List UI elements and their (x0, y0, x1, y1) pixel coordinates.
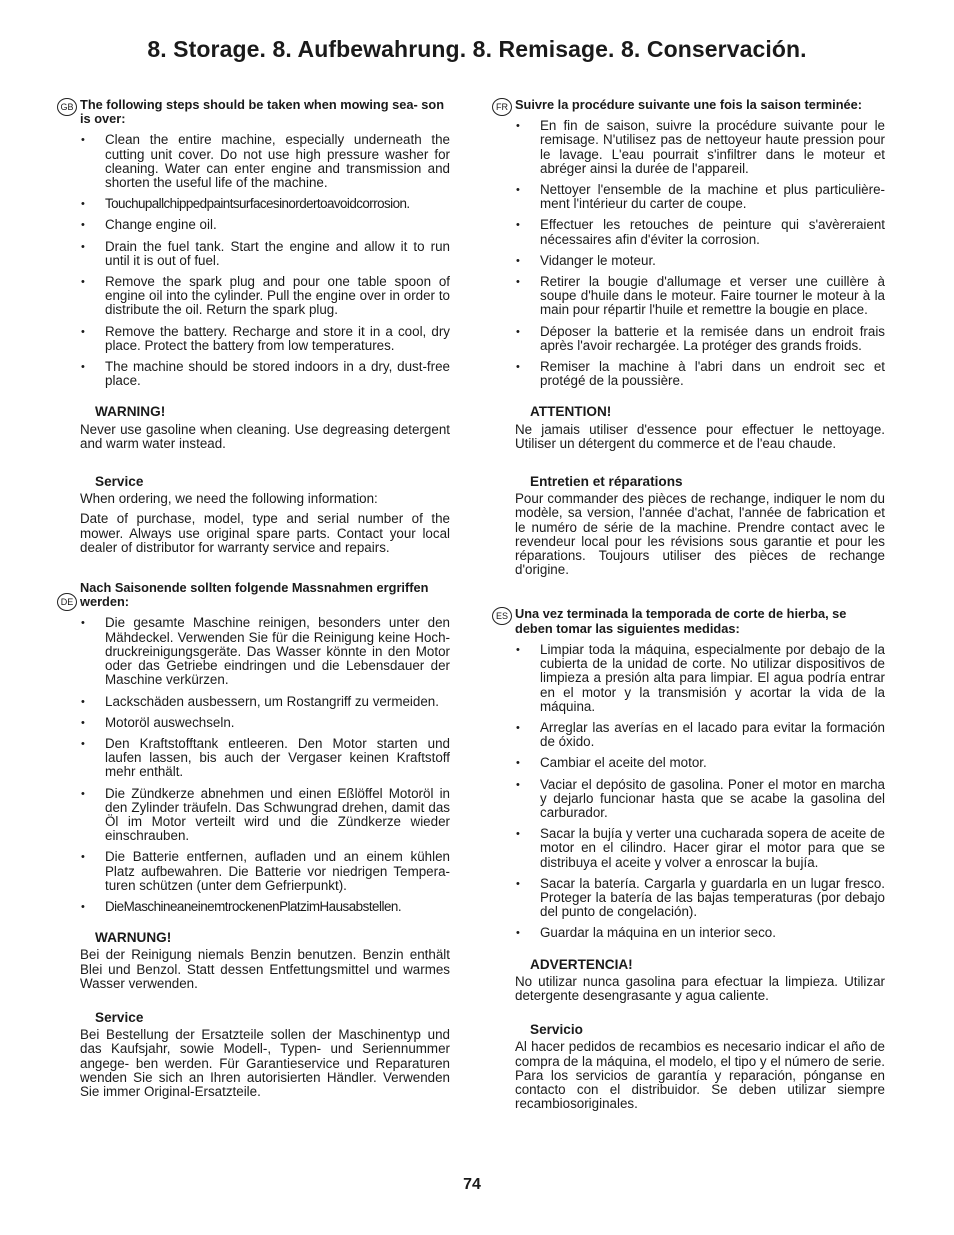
service-heading-es: Servicio (530, 1022, 583, 1038)
list-item: • Remove the spark plug and pour one table spoon of engine oil into the cylinder. Pull the engine over in order to distribute the oil. Return the spark plug. (80, 275, 450, 318)
warning-text-de: Bei der Reinigung niemals Benzin benutzen. Benzin enthält Blei und Benzol. Statt dessen Entfettungsmittel und warmes Wasser verwenden. (80, 947, 450, 991)
list-item: • Clean the entire machine, especially underneath the cutting unit cover. Do not use high pressure washer for cleaning. Water can enter engine and transmission and shorten the useful life of the machine. (80, 133, 450, 190)
warning-heading-gb: WARNING! (95, 404, 166, 420)
list-item: • Limpiar toda la máquina, especialmente por debajo de la cubierta de la unidad de corte. No utilizar dispositivos de limpieza a presión alta para limpiar. El agua podría entrar en el motor y la transmisión y acortar la vida de la máquina. (515, 643, 885, 714)
intro-de: Nach Saisonende sollten folgende Massnahmen ergriffen werden: (80, 580, 429, 610)
list-item: • Die Zündkerze abnehmen und einen Eßlöffel Motoröl in den Zylinder träufeln. Das Schwungrad drehen, damit das Öl im Motor verteilt wird und die Zündkerze wieder einschrauben. (80, 787, 450, 844)
section-fr (496, 97, 885, 578)
warning-heading-fr: ATTENTION! (530, 404, 612, 420)
service-heading-gb: Service (95, 474, 144, 490)
intro-gb: The following steps should be taken when mowing sea- son is over: (80, 97, 445, 127)
warning-text-es: No utilizar nunca gasolina para efectuar la limpieza. Utilizar detergente desengrasante y agua caliente. (515, 973, 885, 1003)
section-de (60, 580, 450, 1099)
language-badge-gb: GB (57, 98, 77, 116)
steps-list-gb (80, 133, 450, 388)
list-item: • Sacar la batería. Cargarla y guardarla en un lugar fresco. Proteger la batería de las bajas temperaturas (por debajo del punto de congelación). (515, 877, 885, 920)
list-item: • Déposer la batterie et la remisée dans un endroit frais après l'avoir rechargée. La protéger des grands froids. (515, 325, 885, 353)
steps-list-fr (515, 119, 885, 388)
service-heading-fr: Entretien et réparations (530, 474, 683, 490)
list-item: • Arreglar las averías en el lacado para evitar la formación de óxido. (515, 721, 885, 749)
language-badge-es: ES (492, 607, 512, 625)
list-item: • Vidanger le moteur. (515, 254, 885, 268)
service-text-gb-2: Date of purchase, model, type and serial number of the mower. Always use original spare parts. Contact your local dealer of distributor for warranty service and repairs. (80, 511, 450, 555)
list-item: • Die Batterie entfernen, aufladen und an einem kühlen Platz aufbewahren. Die Batterie vor niedrigen Tempera- turen schützen (unter dem Gefrierpunkt). (80, 850, 450, 893)
list-item: • Vaciar el depósito de gasolina. Poner el motor en marcha y dejarlo funcionar hasta que se acabe la gasolina del carburador. (515, 778, 885, 821)
warning-text-fr: Ne jamais utiliser d'essence pour effectuer le nettoyage. Utiliser un détergent du commerce et de l'eau chaude. (515, 421, 885, 451)
right-column (495, 97, 885, 1117)
list-item: • Guardar la máquina en un interior seco. (515, 926, 885, 940)
list-item: • Lackschäden ausbessern, um Rostangriff zu vermeiden. (80, 695, 450, 709)
list-item: • Cambiar el aceite del motor. (515, 756, 885, 770)
section-gb (60, 97, 450, 555)
list-item: • Sacar la bujía y verter una cucharada sopera de aceite de motor en el cilindro. Hacer girar el motor para que se distribuya el aceite y volver a enroscar la bujía. (515, 827, 885, 870)
list-item: • Remiser la machine à l'abri dans un endroit sec et protégé de la poussière. (515, 360, 885, 388)
list-item: • Nettoyer l'ensemble de la machine et plus particulière- ment l'intérieur du carter de coupe. (515, 183, 885, 211)
steps-list-es (515, 643, 885, 941)
list-item: • Remove the battery. Recharge and store it in a cool, dry place. Protect the battery from low temperatures. (80, 325, 450, 353)
service-text-fr: Pour commander des pièces de rechange, indiquer le nom du modèle, sa version, l'année d'achat, l'année de fabrication et le numéro de série de la machine. Prendre contact avec le revendeur local pour les révisions sous garantie et pour les réparations. Toujours utiliser des pièces de rechange d'origine. (515, 491, 885, 578)
language-badge-fr: FR (492, 98, 512, 116)
list-item: • En fin de saison, suivre la procédure suivante pour le remisage. N'utilisez pas de nettoyeur haute pression pour le lavage. L'eau pourrait s'infiltrer dans le moteur et abréger ainsi la durée de l'appareil. (515, 119, 885, 176)
list-item: • Drain the fuel tank. Start the engine and allow it to run until it is out of fuel. (80, 240, 450, 268)
list-item: • The machine should be stored indoors in a dry, dust-free place. (80, 360, 450, 388)
warning-text-gb: Never use gasoline when cleaning. Use degreasing detergent and warm water instead. (80, 421, 450, 451)
list-item: • Den Kraftstofftank entleeren. Den Motor starten und laufen lassen, bis auch der Vergaser keinen Kraftstoff mehr enthält. (80, 737, 450, 780)
list-item: • Die gesamte Maschine reinigen, besonders unter den Mähdeckel. Verwenden Sie für die Reinigung keine Hoch- druckreinigungsgeräte. Das Wasser könnte in den Motor oder das Getriebe eindringen und die Lebensdauer der Maschine verkürzen. (80, 616, 450, 687)
intro-es: Una vez terminada la temporada de corte de hierba, se deben tomar las siguientes medidas: (515, 606, 847, 636)
list-item: • DieMaschineaneinemtrockenenPlatzimHausabstellen. (80, 900, 450, 914)
service-text-de: Bei Bestellung der Ersatzteile sollen der Maschinentyp und das Kaufsjahr, sowie Modell-, Typen- und Seriennummer angege- ben werden. Für Garantieservice und Reparaturen wenden Sie sich an Ihren autorisierten Händler. Verwenden Sie immer Original-Ersatzteile. (80, 1027, 450, 1099)
list-item: • Retirer la bougie d'allumage et verser une cuillère à soupe d'huile dans le moteur. Faire tourner le moteur à la main pour répartir l'huile et remettre la bougie en place. (515, 275, 885, 318)
list-item: • Motoröl auswechseln. (80, 716, 450, 730)
warning-heading-de: WARNUNG! (95, 930, 172, 946)
page-number: 74 (463, 1176, 481, 1193)
list-item: • Change engine oil. (80, 218, 450, 232)
list-item: • Effectuer les retouches de peinture qui s'avèreraient nécessaires afin d'éviter la corrosion. (515, 218, 885, 246)
service-heading-de: Service (95, 1009, 144, 1025)
service-text-es: Al hacer pedidos de recambios es necesario indicar el año de compra de la máquina, el modelo, el tipo y el número de serie. Para los servicios de garantía y reparación, pónganse en contacto con el distribuidor. Se deben utilizar siempre recambiosoriginales. (515, 1039, 885, 1112)
left-column (60, 97, 450, 1105)
steps-list-de (80, 616, 450, 914)
service-text-gb-1: When ordering, we need the following information: (80, 491, 378, 507)
language-badge-de: DE (57, 593, 77, 611)
list-item: • Touchupallchippedpaintsurfacesinordertoavoidcorrosion. (80, 197, 450, 211)
section-es (495, 606, 885, 1112)
intro-fr: Suivre la procédure suivante une fois la saison terminée: (515, 97, 863, 112)
warning-heading-es: ADVERTENCIA! (530, 956, 633, 972)
page-title: 8. Storage. 8. Aufbewahrung. 8. Remisage. 8. Conservación. (147, 36, 807, 62)
